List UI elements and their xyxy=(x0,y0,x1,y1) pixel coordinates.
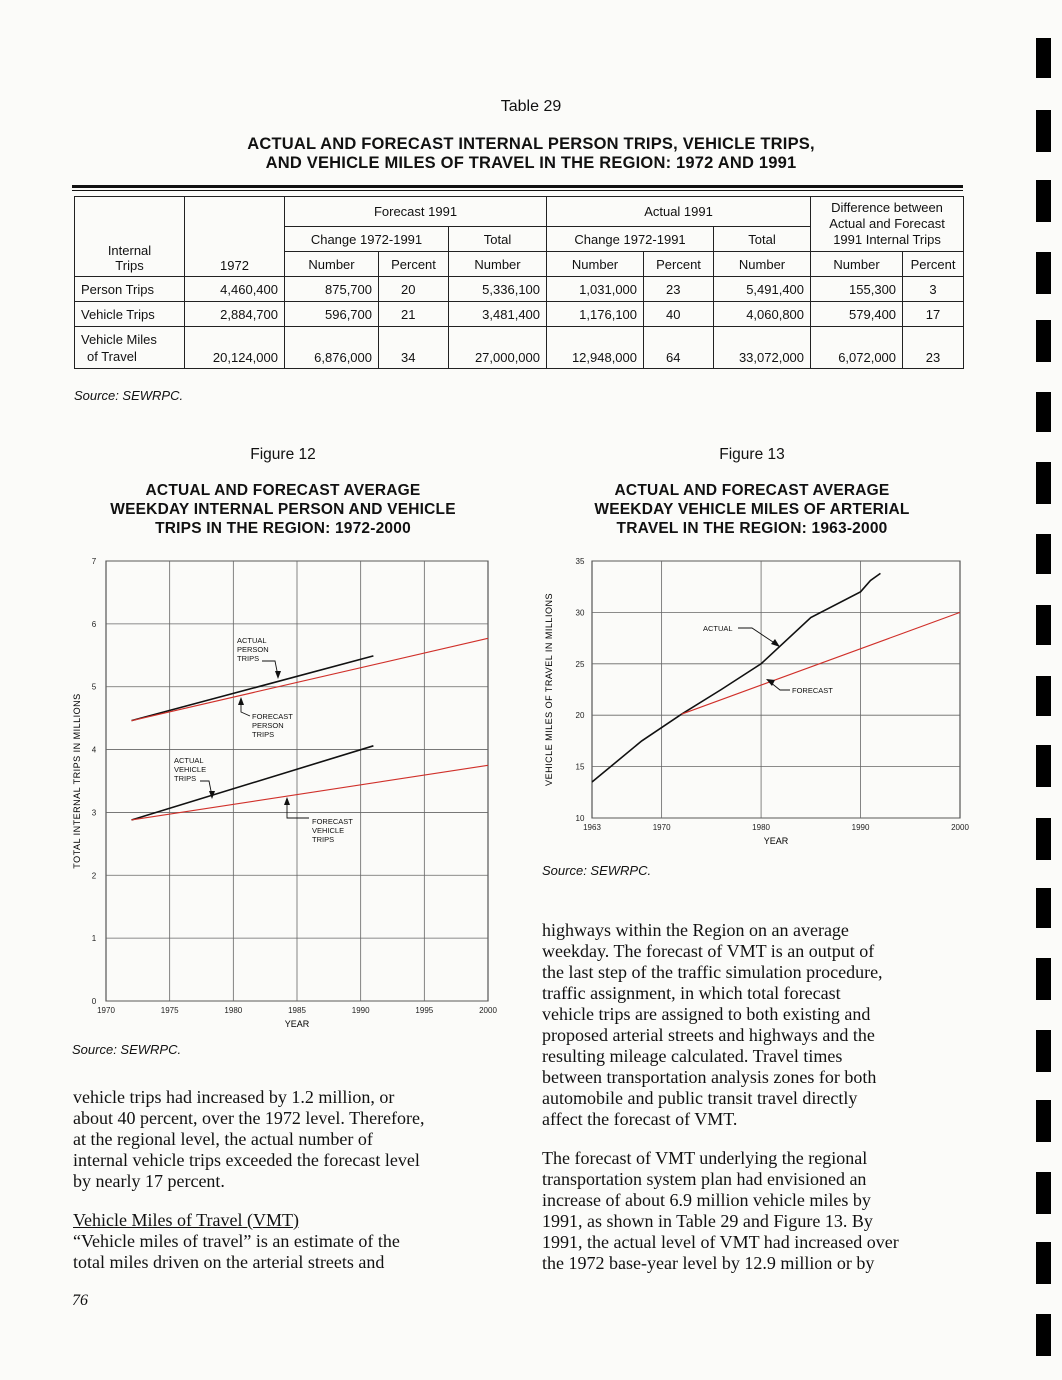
annotation-label: ACTUAL xyxy=(174,756,204,765)
table-rule xyxy=(72,190,963,191)
chart-grid xyxy=(106,561,488,1001)
table-source: Source: SEWRPC. xyxy=(74,388,184,403)
row-label-line: of Travel xyxy=(87,348,137,364)
y-axis-label: TOTAL INTERNAL TRIPS IN MILLIONS xyxy=(72,693,82,869)
figure13-label: Figure 13 xyxy=(719,446,785,463)
figure13-title xyxy=(540,481,964,538)
left-paragraph xyxy=(73,1231,493,1273)
table-label: Table 29 xyxy=(500,98,562,115)
page-number: 76 xyxy=(72,1292,88,1309)
cell-forecast-total: 5,336,100 xyxy=(449,277,547,302)
text-line: about 40 percent, over the 1972 level. Therefore, xyxy=(73,1108,425,1128)
text-line: vehicle trips are assigned to both existing and xyxy=(542,1004,871,1024)
header-percent: Percent xyxy=(644,252,714,277)
table-rule xyxy=(72,185,963,188)
figure-title-line: TRAVEL IN THE REGION: 1963-2000 xyxy=(616,520,888,537)
annotation-label: ACTUAL xyxy=(703,624,733,633)
arrow-head xyxy=(771,639,780,647)
chart-grid xyxy=(592,561,960,818)
annotation-label: VEHICLE xyxy=(312,826,345,835)
text-line: proposed arterial streets and highways and the xyxy=(542,1025,875,1045)
annotation-label: FORECAST xyxy=(792,686,833,695)
edge-mark xyxy=(1036,320,1051,362)
chart-ticks xyxy=(576,557,970,832)
cell-diff-percent: 17 xyxy=(903,302,964,327)
y-tick-label: 7 xyxy=(91,557,97,566)
y-tick-label: 25 xyxy=(575,659,585,669)
cell-forecast-number: 875,700 xyxy=(285,277,379,302)
figure-title-line: WEEKDAY INTERNAL PERSON AND VEHICLE xyxy=(110,501,456,518)
left-paragraph xyxy=(73,1087,493,1192)
cell-actual-total: 5,491,400 xyxy=(714,277,811,302)
cell-actual-percent: 64 xyxy=(644,327,714,369)
y-tick-label: 6 xyxy=(91,619,97,629)
edge-mark xyxy=(1036,462,1051,504)
arrow-head xyxy=(275,671,281,679)
annotation-label: PERSON xyxy=(252,721,284,730)
row-label: Vehicle Trips xyxy=(75,302,185,327)
text-line: transportation system plan had envisioned an xyxy=(542,1169,867,1189)
annotation-label: TRIPS xyxy=(312,835,335,844)
y-tick-label: 20 xyxy=(575,711,585,721)
header-percent: Percent xyxy=(903,252,964,277)
text-line: the last step of the traffic simulation procedure, xyxy=(542,962,883,982)
edge-mark xyxy=(1036,888,1051,928)
figure12-label: Figure 12 xyxy=(250,446,316,463)
table-row xyxy=(75,327,964,369)
edge-mark xyxy=(1036,38,1051,78)
cell-forecast-percent: 21 xyxy=(379,302,449,327)
header-percent: Percent xyxy=(379,252,449,277)
text-line: by nearly 17 percent. xyxy=(73,1171,225,1191)
series-line xyxy=(131,638,488,720)
cell-diff-percent: 23 xyxy=(903,327,964,369)
text-line: weekday. The forecast of VMT is an output of xyxy=(542,941,875,961)
y-tick-label: 2 xyxy=(91,871,97,881)
annotation-label: VEHICLE xyxy=(174,765,207,774)
series-line xyxy=(131,746,373,820)
x-tick-label: 1990 xyxy=(851,823,870,832)
header-number: Number xyxy=(811,252,903,277)
cell-diff-percent: 3 xyxy=(903,277,964,302)
x-tick-label: 1970 xyxy=(652,823,671,832)
x-tick-label: 2000 xyxy=(479,1006,497,1015)
text-line: at the regional level, the actual number of xyxy=(73,1129,373,1149)
chart-annotations xyxy=(703,624,833,695)
x-axis-label: YEAR xyxy=(763,836,789,846)
edge-mark xyxy=(1036,1242,1051,1284)
figure12-title xyxy=(70,481,496,538)
y-tick-label: 4 xyxy=(91,745,97,755)
series-line xyxy=(131,656,373,721)
cell-actual-percent: 23 xyxy=(644,277,714,302)
edge-mark xyxy=(1036,958,1051,1000)
chart-series xyxy=(131,638,488,820)
edge-mark xyxy=(1036,110,1051,152)
right-paragraph xyxy=(542,1148,962,1274)
cell-forecast-total: 27,000,000 xyxy=(449,327,547,369)
header-actual-1991: Actual 1991 xyxy=(547,197,811,227)
cell-forecast-number: 6,876,000 xyxy=(285,327,379,369)
cell-forecast-number: 596,700 xyxy=(285,302,379,327)
text-line: affect the forecast of VMT. xyxy=(542,1109,738,1129)
text-line: total miles driven on the arterial streets and xyxy=(73,1252,385,1272)
annotation-label: FORECAST xyxy=(252,712,293,721)
text-line: automobile and public transit travel directly xyxy=(542,1088,858,1108)
cell-forecast-percent: 34 xyxy=(379,327,449,369)
y-tick-label: 10 xyxy=(575,814,585,823)
annotation-label: TRIPS xyxy=(252,730,275,739)
text-line: vehicle trips had increased by 1.2 million, or xyxy=(73,1087,395,1107)
figure-title-line: WEEKDAY VEHICLE MILES OF ARTERIAL xyxy=(594,501,910,518)
header-text: 1991 Internal Trips xyxy=(833,232,941,247)
text-line: 1991, as shown in Table 29 and Figure 13. By xyxy=(542,1211,873,1231)
header-difference xyxy=(811,197,964,252)
right-paragraph xyxy=(542,920,962,1130)
table-title-line: ACTUAL AND FORECAST INTERNAL PERSON TRIPS, VEHICLE TRIPS, xyxy=(247,135,815,153)
y-tick-label: 30 xyxy=(575,608,585,618)
header-text: Trips xyxy=(115,258,144,273)
header-text: Internal xyxy=(107,243,152,258)
y-tick-label: 5 xyxy=(91,682,97,692)
cell-1972: 4,460,400 xyxy=(185,277,285,302)
edge-mark xyxy=(1036,745,1051,787)
y-tick-label: 1 xyxy=(91,934,97,944)
header-1972: 1972 xyxy=(185,197,285,277)
y-tick-label: 35 xyxy=(575,557,585,566)
x-tick-label: 1963 xyxy=(583,823,601,832)
cell-actual-number: 1,176,100 xyxy=(547,302,644,327)
leader-line xyxy=(262,661,278,676)
header-text: Difference between xyxy=(831,200,943,215)
header-number: Number xyxy=(285,252,379,277)
vmt-heading: Vehicle Miles of Travel (VMT) xyxy=(73,1210,299,1230)
y-tick-label: 0 xyxy=(91,997,97,1006)
cell-diff-number: 579,400 xyxy=(811,302,903,327)
figure-title-line: TRIPS IN THE REGION: 1972-2000 xyxy=(155,520,411,537)
edge-mark xyxy=(1036,392,1051,432)
cell-actual-total: 33,072,000 xyxy=(714,327,811,369)
x-tick-label: 2000 xyxy=(951,823,969,832)
header-change: Change 1972-1991 xyxy=(285,227,449,252)
cell-forecast-total: 3,481,400 xyxy=(449,302,547,327)
header-internal-trips xyxy=(75,197,185,277)
text-line: between transportation analysis zones for both xyxy=(542,1067,877,1087)
text-line: increase of about 6.9 million vehicle miles by xyxy=(542,1190,871,1210)
header-total: Total xyxy=(714,227,811,252)
annotation-label: TRIPS xyxy=(174,774,197,783)
edge-mark xyxy=(1036,180,1051,222)
figure13-chart xyxy=(540,552,980,858)
header-total: Total xyxy=(449,227,547,252)
x-tick-label: 1990 xyxy=(351,1006,370,1015)
cell-actual-number: 12,948,000 xyxy=(547,327,644,369)
chart-ticks xyxy=(92,557,498,1015)
cell-diff-number: 6,072,000 xyxy=(811,327,903,369)
arrow-head xyxy=(238,697,244,705)
row-label xyxy=(75,327,185,369)
text-line: internal vehicle trips exceeded the forecast level xyxy=(73,1150,420,1170)
table-title-line: AND VEHICLE MILES OF TRAVEL IN THE REGION: 1972 AND 1991 xyxy=(265,154,797,172)
edge-mark xyxy=(1036,676,1051,716)
row-label-line: Vehicle Miles xyxy=(81,331,157,347)
annotation-label: PERSON xyxy=(237,645,269,654)
data-table xyxy=(74,196,964,369)
cell-actual-percent: 40 xyxy=(644,302,714,327)
annotation-label: ACTUAL xyxy=(237,636,267,645)
text-line: traffic assignment, in which total forecast xyxy=(542,983,841,1003)
x-tick-label: 1975 xyxy=(160,1006,179,1015)
y-axis-label: VEHICLE MILES OF TRAVEL IN MILLIONS xyxy=(544,593,554,786)
x-tick-label: 1970 xyxy=(97,1006,115,1015)
edge-mark xyxy=(1036,252,1051,294)
figure12-chart xyxy=(66,552,506,1038)
table-row xyxy=(75,277,964,302)
text-line: highways within the Region on an average xyxy=(542,920,849,940)
header-number: Number xyxy=(714,252,811,277)
text-line: the 1972 base-year level by 12.9 million or by xyxy=(542,1253,875,1273)
arrow-head xyxy=(284,797,290,805)
text-line: “Vehicle miles of travel” is an estimate of the xyxy=(73,1231,400,1251)
leader-line xyxy=(287,800,309,818)
table-title xyxy=(140,135,922,173)
cell-1972: 20,124,000 xyxy=(185,327,285,369)
text-line: The forecast of VMT underlying the regional xyxy=(542,1148,868,1168)
series-line xyxy=(592,573,880,782)
leader-line xyxy=(738,628,776,644)
figure-title-line: ACTUAL AND FORECAST AVERAGE xyxy=(614,482,890,499)
cell-actual-number: 1,031,000 xyxy=(547,277,644,302)
text-line: resulting mileage calculated. Travel times xyxy=(542,1046,843,1066)
row-label: Person Trips xyxy=(75,277,185,302)
table-row xyxy=(75,302,964,327)
edge-mark xyxy=(1036,534,1051,574)
annotation-label: TRIPS xyxy=(237,654,260,663)
annotation-label: FORECAST xyxy=(312,817,353,826)
edge-mark xyxy=(1036,1172,1051,1214)
edge-mark xyxy=(1036,818,1051,860)
x-tick-label: 1985 xyxy=(288,1006,306,1015)
header-number: Number xyxy=(449,252,547,277)
edge-mark xyxy=(1036,605,1051,645)
chart-series xyxy=(592,573,960,782)
figure13-source: Source: SEWRPC. xyxy=(542,863,652,878)
edge-mark xyxy=(1036,1030,1051,1072)
x-axis-label: YEAR xyxy=(284,1019,310,1029)
figure-title-line: ACTUAL AND FORECAST AVERAGE xyxy=(145,482,421,499)
x-tick-label: 1980 xyxy=(752,823,770,832)
edge-mark xyxy=(1036,1314,1051,1356)
cell-actual-total: 4,060,800 xyxy=(714,302,811,327)
chart-frame xyxy=(592,561,960,818)
x-tick-label: 1980 xyxy=(224,1006,243,1015)
header-change: Change 1972-1991 xyxy=(547,227,714,252)
header-text: Actual and Forecast xyxy=(829,216,945,231)
x-tick-label: 1995 xyxy=(415,1006,434,1015)
text-line: 1991, the actual level of VMT had increased over xyxy=(542,1232,899,1252)
edge-mark xyxy=(1036,1100,1051,1142)
cell-1972: 2,884,700 xyxy=(185,302,285,327)
y-tick-label: 15 xyxy=(575,762,585,772)
header-forecast-1991: Forecast 1991 xyxy=(285,197,547,227)
cell-forecast-percent: 20 xyxy=(379,277,449,302)
header-number: Number xyxy=(547,252,644,277)
figure12-source: Source: SEWRPC. xyxy=(72,1042,182,1057)
y-tick-label: 3 xyxy=(91,808,97,818)
cell-diff-number: 155,300 xyxy=(811,277,903,302)
